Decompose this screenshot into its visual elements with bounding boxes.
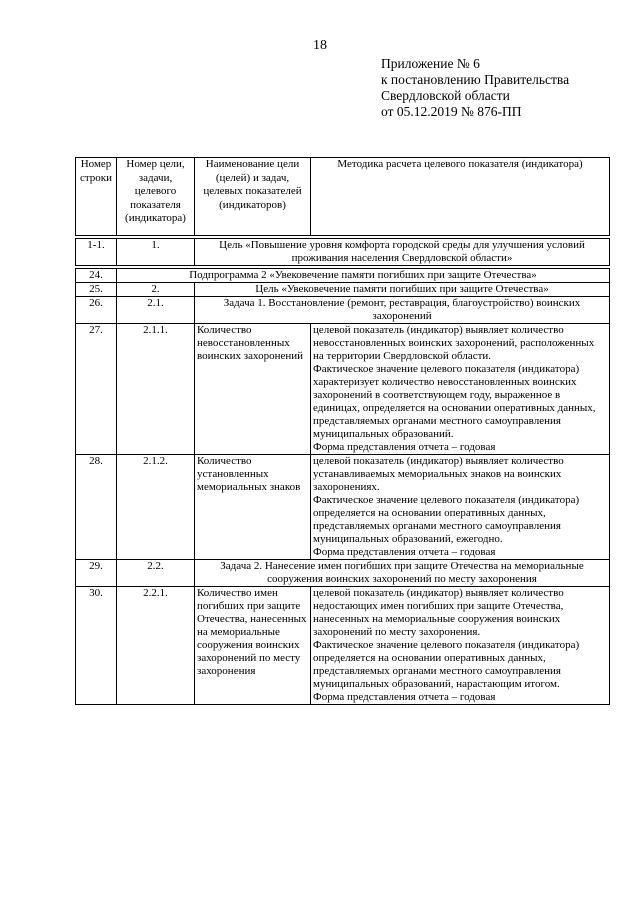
header-method: Методика расчета целевого показателя (индикатора) xyxy=(311,158,610,236)
header-row-number: Номер строки xyxy=(76,158,117,236)
indicator-method xyxy=(311,455,610,560)
table-row xyxy=(76,239,610,266)
method-paragraph: целевой показатель (индикатор) выявляет количество устанавливаемых мемориальных знаков на воинских захоронениях. xyxy=(313,455,564,493)
indicator-code: 2.1.2. xyxy=(117,455,195,560)
task-text: Задача 1. Восстановление (ремонт, реставрация, благоустройство) воинских захоронений xyxy=(195,297,610,324)
indicator-code: 2.2.1. xyxy=(117,587,195,705)
method-paragraph: Фактическое значение целевого показателя (индикатора) определяется на основании оперативных данных, представляемых органами местного самоуправления муниципальных образований, нарастающим итогом. xyxy=(313,639,580,690)
indicators-table xyxy=(75,157,610,705)
table-row xyxy=(76,455,610,560)
task-code: 2.2. xyxy=(117,560,195,587)
approval-line-3: Свердловской области xyxy=(381,88,510,103)
method-paragraph: Фактическое значение целевого показателя (индикатора) определяется на основании оперативных данных, представляемых органами местного самоуправления муниципальных образований, ежегодно. xyxy=(313,494,580,545)
method-report-form: Форма представления отчета – годовая xyxy=(313,546,496,558)
row-number: 25. xyxy=(76,283,117,297)
header-goal-number: Номер цели, задачи, целевого показателя (индикатора) xyxy=(117,158,195,236)
table-row xyxy=(76,283,610,297)
row-number: 1-1. xyxy=(76,239,117,266)
goal-text: Цель «Повышение уровня комфорта городской среды для улучшения условий проживания населения Свердловской области» xyxy=(195,239,610,266)
method-paragraph: целевой показатель (индикатор) выявляет количество недостающих имен погибших при защите Отечества, нанесенных на мемориальные сооружения воинских захоронений по месту захоронения. xyxy=(313,587,564,638)
method-paragraph: целевой показатель (индикатор) выявляет количество невосстановленных воинских захоронений, расположенных на территории Свердловской области. xyxy=(313,324,595,362)
subprogram-text: Подпрограмма 2 «Увековечение памяти погибших при защите Отечества» xyxy=(117,269,610,283)
row-number: 30. xyxy=(76,587,117,705)
table-row xyxy=(76,324,610,455)
row-number: 26. xyxy=(76,297,117,324)
method-paragraph: Фактическое значение целевого показателя (индикатора) характеризует количество невосстановленных воинских захоронений в соответствующем году, выраженное в единицах, определяется на основании оперативных данных, представляемых органами местного самоуправления муниципальных образований. xyxy=(313,363,596,440)
goal-code: 2. xyxy=(117,283,195,297)
indicator-name: Количество невосстановленных воинских захоронений xyxy=(195,324,311,455)
table-header-row xyxy=(76,158,610,236)
indicator-name: Количество установленных мемориальных знаков xyxy=(195,455,311,560)
approval-line-4: от 05.12.2019 № 876-ПП xyxy=(381,104,522,119)
indicator-name: Количество имен погибших при защите Отечества, нанесенных на мемориальные сооружения воинских захоронений по месту захоронения xyxy=(195,587,311,705)
method-report-form: Форма представления отчета – годовая xyxy=(313,441,496,453)
indicator-method xyxy=(311,324,610,455)
table-row xyxy=(76,297,610,324)
goal-code: 1. xyxy=(117,239,195,266)
page-number: 18 xyxy=(313,38,327,53)
approval-block xyxy=(381,56,569,120)
table-row xyxy=(76,269,610,283)
approval-line-2: к постановлению Правительства xyxy=(381,72,570,87)
task-code: 2.1. xyxy=(117,297,195,324)
table-row xyxy=(76,560,610,587)
goal-text: Цель «Увековечение памяти погибших при защите Отечества» xyxy=(195,283,610,297)
indicator-code: 2.1.1. xyxy=(117,324,195,455)
row-number: 28. xyxy=(76,455,117,560)
row-number: 27. xyxy=(76,324,117,455)
approval-line-1: Приложение № 6 xyxy=(381,56,480,71)
row-number: 24. xyxy=(76,269,117,283)
method-report-form: Форма представления отчета – годовая xyxy=(313,691,496,703)
indicator-method xyxy=(311,587,610,705)
header-name: Наименование цели (целей) и задач, целевых показателей (индикаторов) xyxy=(195,158,311,236)
task-text: Задача 2. Нанесение имен погибших при защите Отечества на мемориальные сооружения воинских захоронений по месту захоронения xyxy=(195,560,610,587)
row-number: 29. xyxy=(76,560,117,587)
table-row xyxy=(76,587,610,705)
